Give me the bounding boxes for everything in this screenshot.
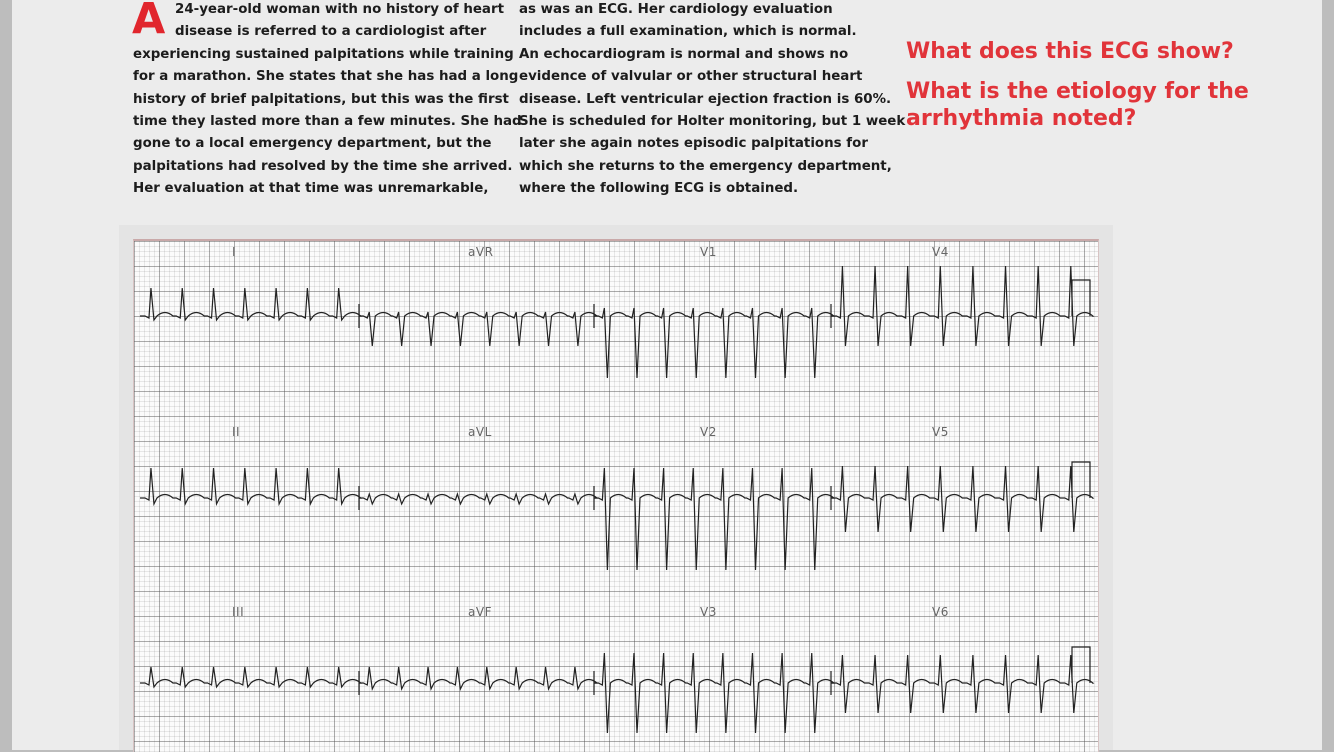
calibration-pulse xyxy=(1072,647,1090,683)
ecg-lead-trace xyxy=(831,655,1093,713)
ecg-lead-trace xyxy=(831,266,1093,346)
lead-label-avr: aVR xyxy=(468,245,494,259)
text-line: 24-year-old woman with no history of heart xyxy=(175,2,504,17)
text-line: disease is referred to a cardiologist after xyxy=(175,24,487,40)
text-line: An echocardiogram is normal and shows no xyxy=(519,46,849,62)
lead-label-v4: V4 xyxy=(932,245,949,259)
lead-label-avf: aVF xyxy=(468,605,492,619)
ecg-lead-trace xyxy=(359,667,597,689)
ecg-paper xyxy=(133,239,1099,752)
ecg-lead-trace xyxy=(140,667,361,687)
text-line: time they lasted more than a few minutes. She had xyxy=(133,114,522,130)
ecg-lead-trace xyxy=(831,466,1093,532)
dropcap-letter: A xyxy=(132,0,166,44)
ecg-lead-trace xyxy=(594,308,834,378)
lead-label-ii: II xyxy=(232,425,241,439)
text-line: experiencing sustained palpitations while training xyxy=(133,46,514,62)
lead-label-iii: III xyxy=(232,605,245,619)
lead-label-v5: V5 xyxy=(932,425,949,439)
text-line: as was an ECG. Her cardiology evaluation xyxy=(519,2,833,17)
lead-label-v1: V1 xyxy=(700,245,717,259)
text-line: palpitations had resolved by the time she arrived. xyxy=(133,158,513,174)
ecg-lead-trace xyxy=(594,468,834,570)
ecg-lead-trace xyxy=(140,288,361,320)
text-line: disease. Left ventricular ejection fraction is 60%. xyxy=(519,91,892,107)
text-line: gone to a local emergency department, but the xyxy=(133,136,492,152)
lead-label-v2: V2 xyxy=(700,425,717,439)
ecg-figure xyxy=(119,225,1113,750)
lead-label-v3: V3 xyxy=(700,605,717,619)
page xyxy=(12,0,1322,750)
ecg-lead-trace xyxy=(359,312,597,346)
lead-label-i: I xyxy=(232,245,237,259)
text-line: evidence of valvular or other structural heart xyxy=(519,69,863,85)
lead-label-v6: V6 xyxy=(932,605,949,619)
ecg-traces xyxy=(134,241,1098,752)
question-2-line-2: arrhythmia noted? xyxy=(906,106,1137,131)
text-line: for a marathon. She states that she has had a long xyxy=(133,69,519,85)
text-line: history of brief palpitations, but this was the first xyxy=(133,91,509,107)
ecg-lead-trace xyxy=(594,653,834,733)
text-line: which she returns to the emergency department, xyxy=(519,158,892,174)
article-column-2 xyxy=(519,0,905,201)
lead-label-avl: aVL xyxy=(468,425,492,439)
text-line: later she again notes episodic palpitations for xyxy=(519,136,868,152)
text-line: Her evaluation at that time was unremarkable, xyxy=(133,181,489,197)
calibration-pulse xyxy=(1072,280,1090,316)
article-column-1 xyxy=(133,0,522,201)
question-1: What does this ECG show? xyxy=(906,39,1234,64)
ecg-lead-trace xyxy=(140,468,361,504)
text-line: She is scheduled for Holter monitoring, but 1 week xyxy=(519,114,906,130)
text-line: where the following ECG is obtained. xyxy=(519,181,799,197)
text-line: includes a full examination, which is normal. xyxy=(519,24,857,40)
question-2-line-1: What is the etiology for the xyxy=(906,79,1249,104)
ecg-lead-trace xyxy=(359,494,597,504)
calibration-pulse xyxy=(1072,462,1090,498)
